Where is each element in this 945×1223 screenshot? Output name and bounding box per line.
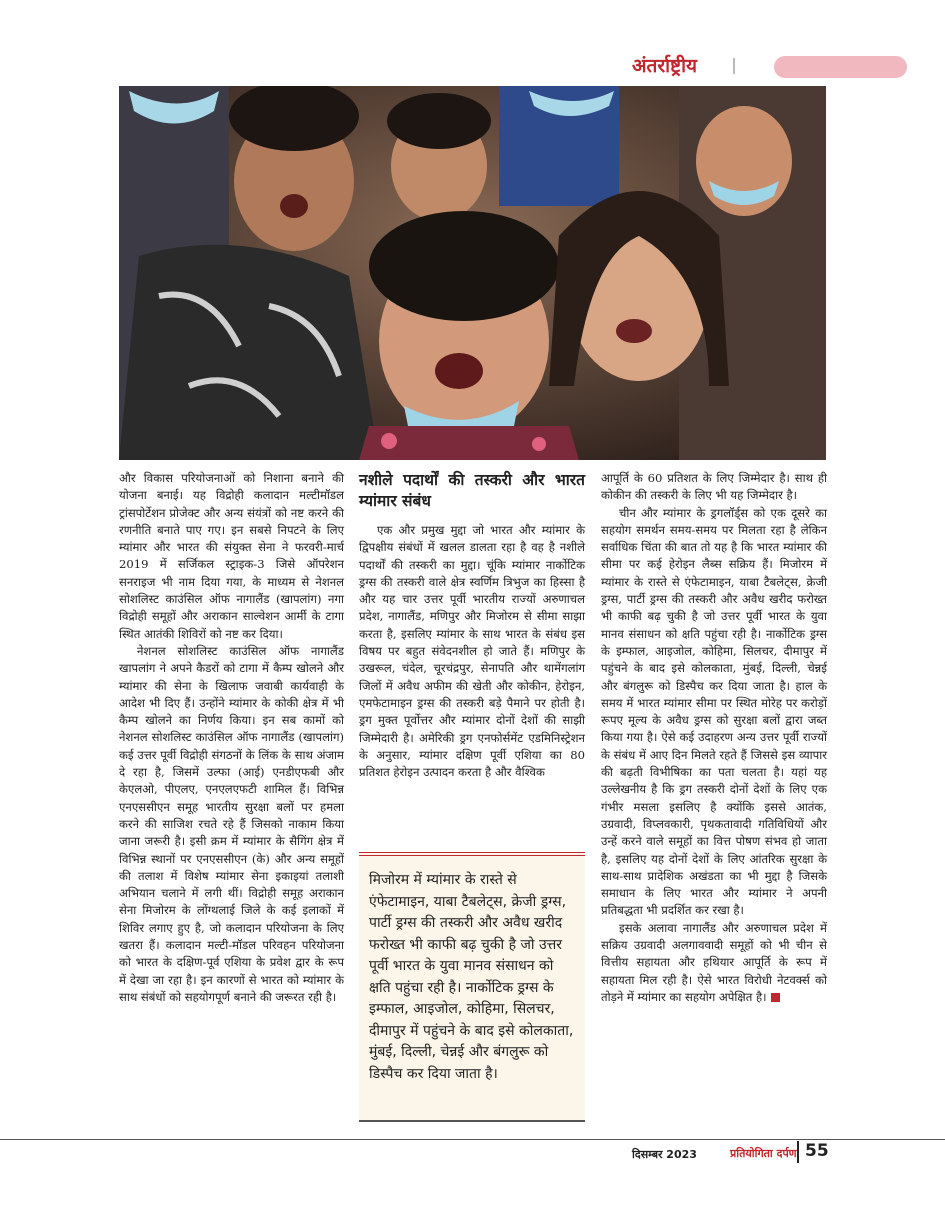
paragraph: चीन और म्यांमार के ड्रगलॉर्ड्स को एक दूसरे का सहयोग समर्थन समय-समय पर मिलता रहा है लेकिन सर्वाधिक चिंता की बात तो यह है कि भारत म्यांमार की सीमा पर कई हेरोइन लैब्स सक्रिय हैं। मिजोरम में म्यांमार के रास्ते से एंफेटामाइन, याबा टैबलेट्स, क्रेजी ड्रग्स, पार्टी ड्रग्स की तस्करी और अवैध खरीद फरोख्त भी काफी बढ़ चुकी है जो उत्तर पूर्वी भारत के युवा मानव संसाधन को क्षति पहुंचा रही है। नार्कोटिक ड्रग्स के इम्फाल, आइजोल, कोहिमा, सिलचर, दीमापुर में पहुंचने के बाद इसे कोलकाता, मुंबई, दिल्ली, चेन्नई और बंगलुरू को डिस्पैच कर दिया जाता है। हाल के समय में भारत म्यांमार सीमा पर स्थित मोरेह पर करोड़ों रूपए मूल्य के अवैध ड्रग्स को सुरक्षा बलों द्वारा जब्त किया गया है। ऐसे कई उदाहरण अन्य उत्तर पूर्वी राज्यों के संबंध में आए दिन मिलते रहते हैं जिससे इस व्यापार की बढ़ती विभीषिका का पता चलता है। यहां यह उल्लेखनीय है कि ड्रग तस्करी दोनों देशों के लिए एक गंभीर मसला इसलिए है क्योंकि इससे आतंक, उग्रवादी, विप्लवकारी, पृथकतावादी गतिविधियों और उन्हें करने वाले समूहों का वित्त पोषण संभव हो जाता है, इसलिए यह दोनों देशों के लिए आंतरिक सुरक्षा के साथ-साथ प्रादेशिक अखंडता का भी मुद्दा है जिसके समाधान के लिए भारत और म्यांमार ने अपनी प्रतिबद्धता भी प्रदर्शित कर रखा है। — [601, 505, 827, 918]
footer-divider — [797, 1141, 799, 1163]
paragraph: एक और प्रमुख मुद्दा जो भारत और म्यांमार के द्विपक्षीय संबंधों में खलल डालता रहा है वह है नशीले पदार्थों की तस्करी का मुद्दा। चूंकि म्यांमार नार्कोटिक ड्रग्स की तस्करी वाले क्षेत्र स्वर्णिम त्रिभुज का हिस्सा है और यह चार उत्तर पूर्वी भारतीय राज्यों अरुणाचल प्रदेश, नागालैंड, मणिपुर और मिजोरम से सीमा साझा करता है, इसलिए म्यांमार के साथ भारत के संबंध इस विषय पर बहुत संवेदनशील हो जाते हैं। मणिपुर के उखरूल, चंदेल, चूरचंद्रपुर, सेनापति और थामेंगलांग जिलों में अवैध अफीम की खेती और कोकीन, हेरोइन, एमफेटामाइन ड्रग्स की तस्करी बड़े पैमाने पर होती है। ड्रग मुक्त पूर्वोत्तर और म्यांमार दोनों देशों की साझी जिम्मेदारी है। अमेरिकी ड्रग एनफोर्समेंट एडमिनिस्ट्रेशन के अनुसार, म्यांमार दक्षिण पूर्वी एशिया का 80 प्रतिशत हेरोइन उत्पादन करता है और वैश्विक — [359, 523, 585, 780]
page-header — [0, 50, 945, 84]
article-column-1 — [119, 470, 344, 1006]
footer-rule — [0, 1139, 945, 1140]
article-column-2 — [359, 470, 585, 781]
header-decoration-pill — [774, 56, 907, 78]
article-column-3 — [601, 470, 827, 1006]
paragraph-text: इसके अलावा नागालैंड और अरुणाचल प्रदेश में सक्रिय उग्रवादी अलगाववादी समूहों को भी चीन से वित्तीय सहायता और हथियार आपूर्ति के रूप में सहायता मिल रही है। ऐसे भारत विरोधी नेटवर्क्स को तोड़ने में म्यांमार का सहयोग अपेक्षित है। — [601, 920, 827, 1004]
header-divider — [733, 58, 735, 74]
pull-quote-text: मिजोरम में म्यांमार के रास्ते से एंफेटामाइन, याबा टैबलेट्स, क्रेजी ड्रग्स, पार्टी ड्रग्स की तस्करी और अवैध खरीद फरोख्त भी काफी बढ़ चुकी है जो उत्तर पूर्वी भारत के युवा मानव संसाधन को क्षति पहुंचा रही है। नार्कोटिक ड्रग्स के इम्फाल, आइजोल, कोहिमा, सिलचर, दीमापुर में पहुंचने के बाद इसे कोलकाता, मुंबई, दिल्ली, चेन्नई और बंगलुरू को डिस्पैच कर दिया जाता है। — [369, 872, 574, 1082]
paragraph — [601, 920, 827, 1006]
paragraph: नेशनल सोशलिस्ट काउंसिल ऑफ नागालैंड खापलांग ने अपने कैडरों को टागा में कैम्प खोलने और म्यांमार की सेना के खिलाफ जवाबी कार्यवाही के आदेश भी दिए हैं। उन्होंने म्यांमार के कोकी क्षेत्र में भी कैम्प खोलने का निर्णय किया। इन सब कामों को नेशनल सोशलिस्ट काउंसिल ऑफ नागालैंड (खापलांग) कई उत्तर पूर्वी विद्रोही संगठनों के लिंक के साथ अंजाम दे रहा है, जिसमें उल्फा (आई) एनडीएफबी और केएलओ, पीएलए, एनएलएफटी शामिल हैं। विभिन्न एनएससीएन समूह भारतीय सुरक्षा बलों पर हमला करने की साजिश रचते रहे हैं जिसको नाकाम किया जाना जरूरी है। इसी क्रम में म्यांमार के सैगिंग क्षेत्र में विभिन्न स्थानों पर एनएससीएन (के) और अन्य समूहों की तलाश में विशेष म्यांमार सेना इकाइयां तलाशी अभियान चलाने में लगी थीं। विद्रोही समूह अराकान सेना मिजोरम के लोंग्थलाई जिले के कई इलाकों में शिविर लगाए हुए है, जो कलादान परियोजना के लिए खतरा हैं। कलादान मल्टी-मॉडल परिवहन परियोजना को भारत के दक्षिण-पूर्व एशिया के प्रवेश द्वार के रूप में देखा जा रहा है। इन कारणों से भारत को म्यांमार के साथ संबंधों को सहयोगपूर्ण बनाने की जरूरत रही है। — [119, 643, 344, 1004]
section-subheading: नशीले पदार्थों की तस्करी और भारत म्यांमार संबंध — [359, 471, 585, 510]
page-number: 55 — [805, 1141, 829, 1161]
crowd-photo-illustration — [119, 86, 826, 460]
paragraph: और विकास परियोजनाओं को निशाना बनाने की योजना बनाई। यह विद्रोही कलादान मल्टीमॉडल ट्रांसपोर्टेशन प्रोजेक्ट और अन्य संयंत्रों को नष्ट करने की रणनीति बनाते पाए गए। इन सबसे निपटने के लिए म्यांमार और भारत की संयुक्त सेना ने फरवरी-मार्च 2019 में सर्जिकल स्ट्राइक-3 जिसे ऑपरेशन सनराइज भी नाम दिया गया, के माध्यम से नेशनल सोशलिस्ट काउंसिल ऑफ नागालैंड (खापलांग) नगा विद्रोही समूहों और अराकान साल्वेशन आर्मी के टागा स्थित आतंकी शिविरों को नष्ट कर दिया। — [119, 471, 344, 641]
paragraph: आपूर्ति के 60 प्रतिशत के लिए जिम्मेदार है। साथ ही कोकीन की तस्करी के लिए भी यह जिम्मेदार है। — [601, 471, 827, 503]
news-photo — [119, 86, 826, 460]
end-mark-icon — [771, 993, 780, 1002]
pull-quote-box — [359, 852, 585, 1122]
footer-date: दिसम्बर 2023 — [632, 1148, 697, 1161]
footer-brand-logo: प्रतियोगिता दर्पण — [730, 1147, 797, 1160]
section-label: अंतर्राष्ट्रीय — [632, 55, 698, 77]
